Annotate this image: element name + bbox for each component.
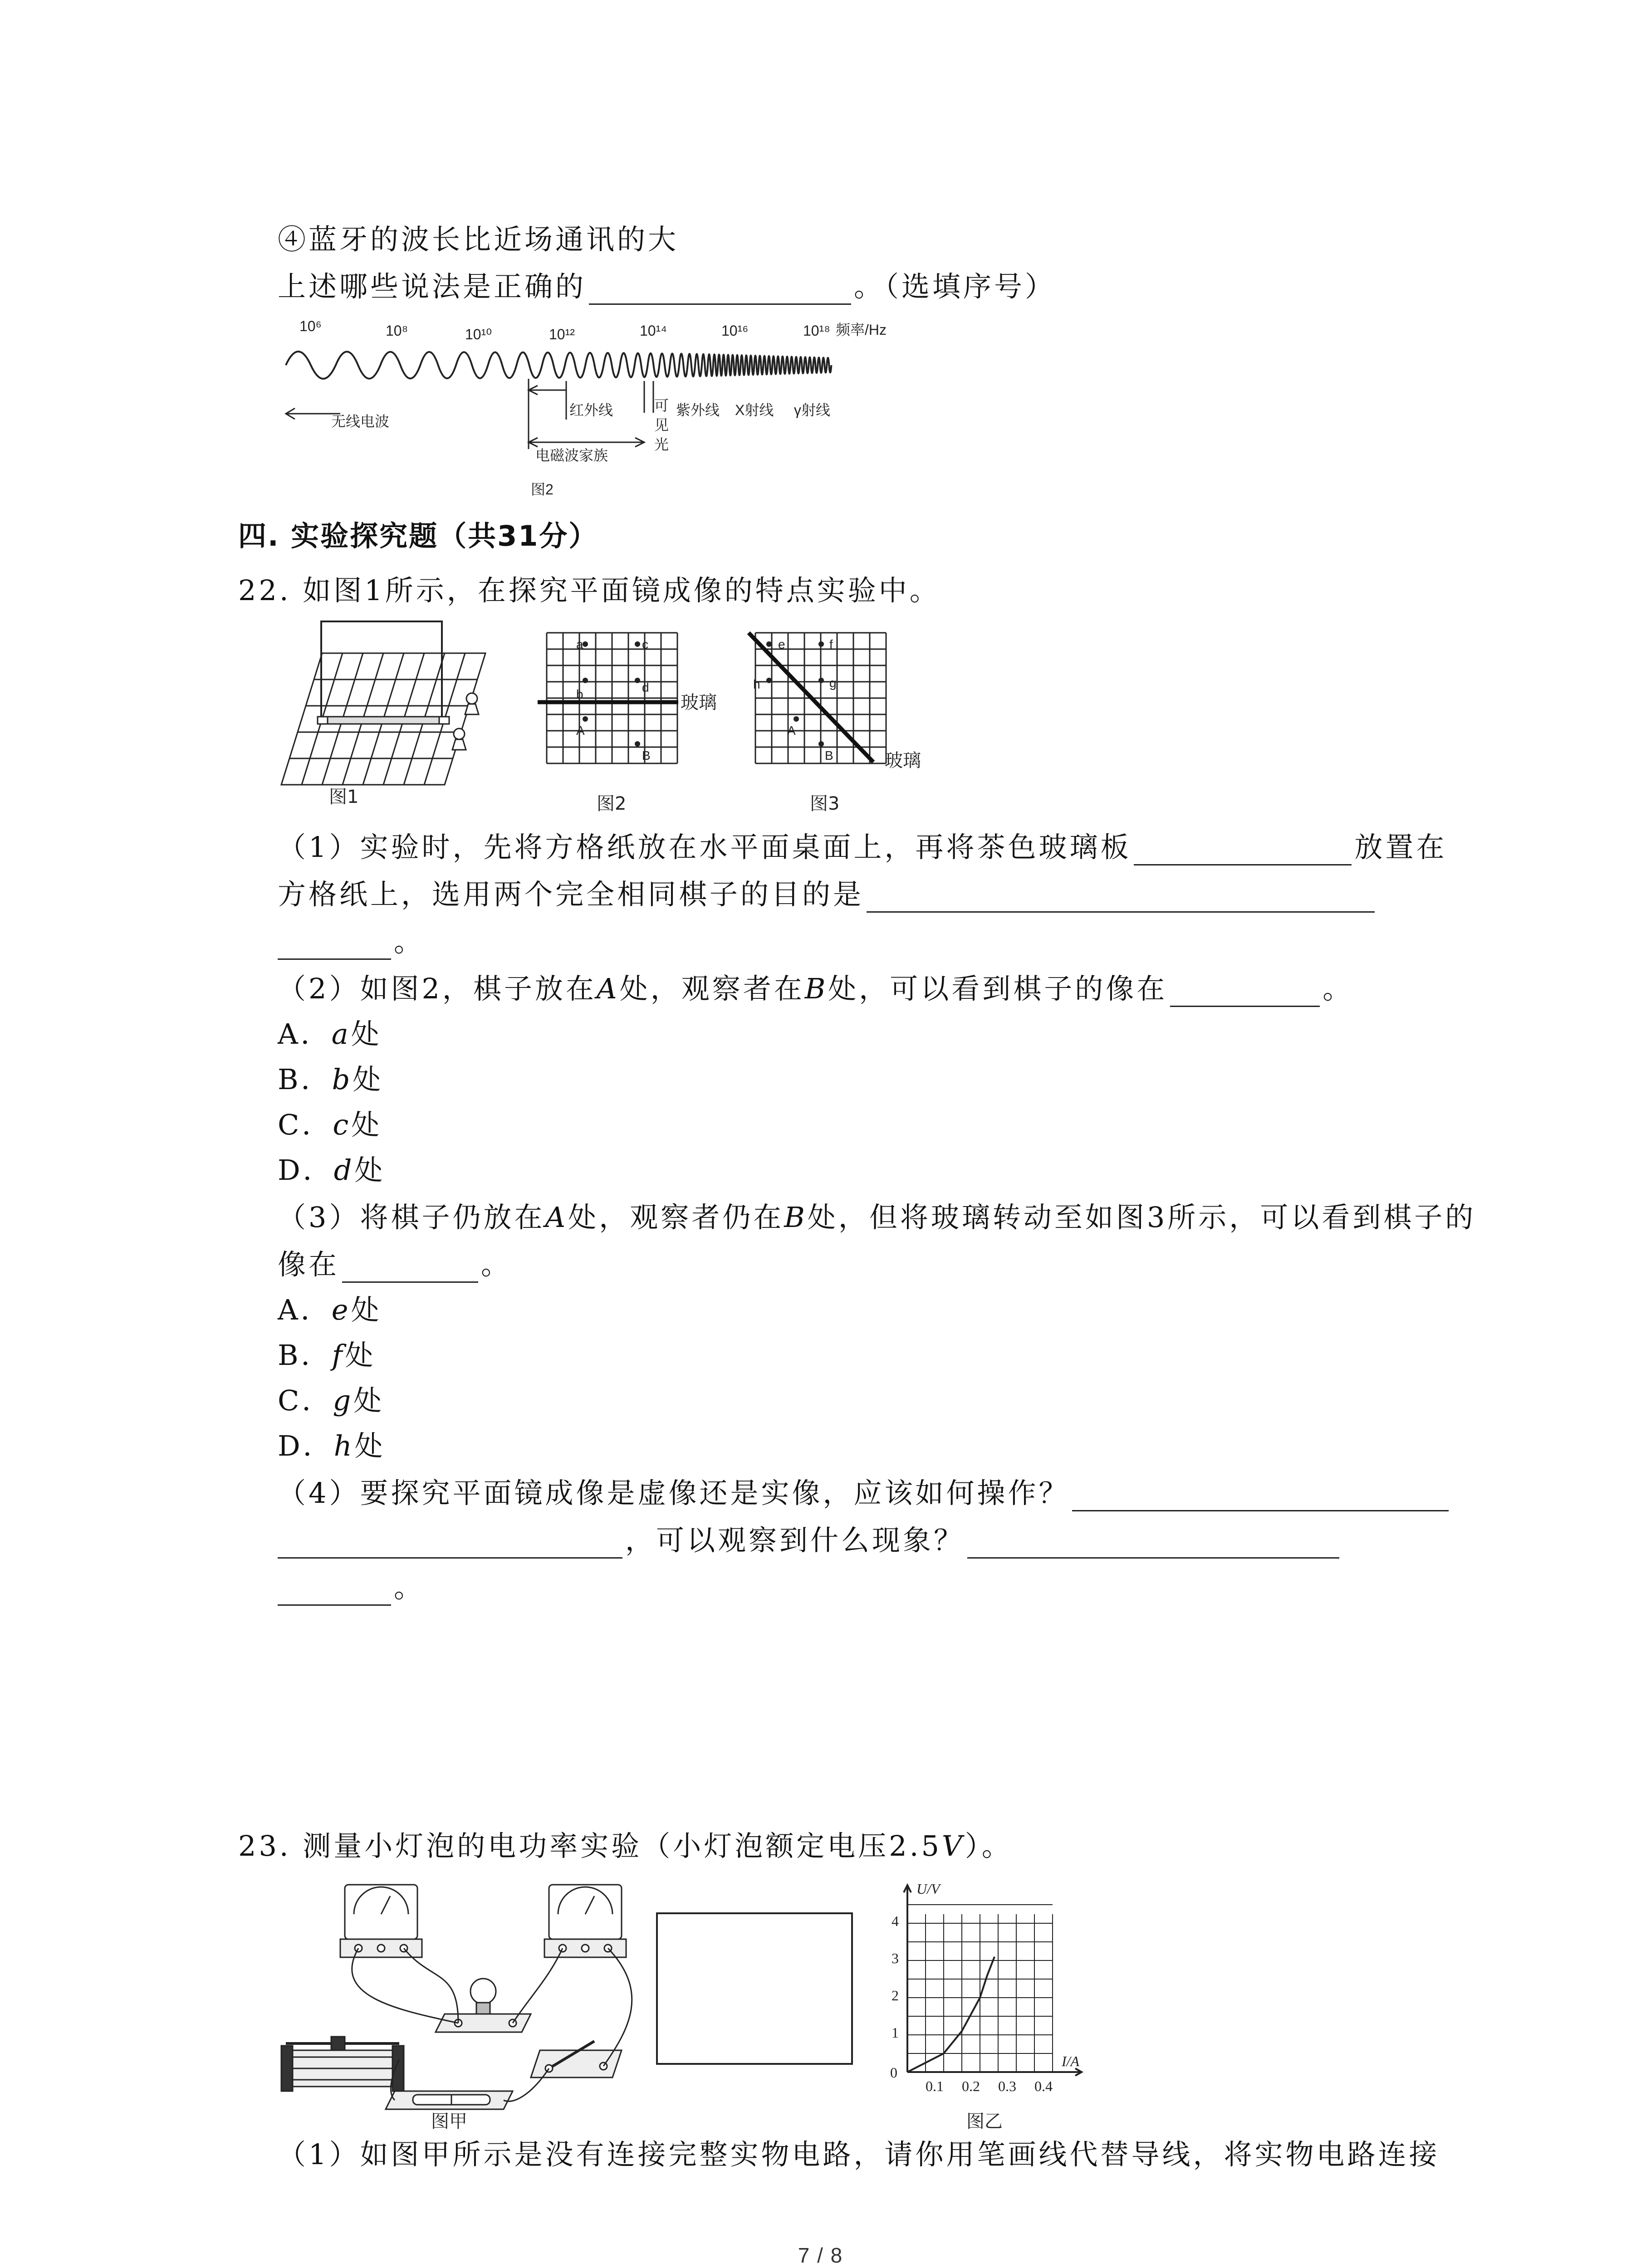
x-tick-2: 0.2 bbox=[962, 2078, 980, 2094]
q22-p1-line2: 方格纸上，选用两个完全相同棋子的目的是 bbox=[278, 876, 1377, 913]
freq-label-3: 10¹⁰ bbox=[465, 326, 492, 342]
section-title: 四. 实验探究题（共31分） bbox=[238, 519, 598, 552]
q22-p4-line3: 。 bbox=[278, 1569, 425, 1606]
chess-piece-icon bbox=[452, 693, 479, 750]
band-visible-3: 光 bbox=[654, 436, 669, 453]
q22-p2-option-a[interactable]: A．a处 bbox=[278, 1017, 382, 1051]
answer-blank[interactable] bbox=[278, 932, 391, 960]
label-h: h bbox=[753, 677, 760, 691]
q22-p3-option-a[interactable]: A．e处 bbox=[278, 1293, 382, 1326]
freq-label-2: 10⁸ bbox=[386, 323, 408, 339]
label-c: c bbox=[642, 637, 648, 651]
freq-label-4: 10¹² bbox=[549, 326, 575, 342]
x-tick-1: 0.1 bbox=[926, 2078, 944, 2094]
band-visible-2: 见 bbox=[654, 417, 669, 433]
label-e: e bbox=[778, 637, 785, 651]
answer-blank[interactable] bbox=[589, 277, 851, 305]
em-spectrum-figure bbox=[277, 313, 921, 508]
page-number: 7 / 8 bbox=[798, 2244, 843, 2267]
freq-label-1: 10⁶ bbox=[299, 318, 322, 334]
glass-label-3: 玻璃 bbox=[885, 750, 921, 771]
answer-blank[interactable] bbox=[278, 1578, 391, 1606]
freq-label-5: 10¹⁴ bbox=[640, 323, 667, 339]
label-a: a bbox=[576, 637, 583, 651]
q22-p1-line3: 。 bbox=[278, 924, 425, 960]
answer-blank[interactable] bbox=[1170, 979, 1320, 1007]
q22-p3-line2: 像在 。 bbox=[278, 1246, 512, 1283]
band-xray: X射线 bbox=[735, 402, 774, 418]
q22-p3-option-c[interactable]: C．g处 bbox=[278, 1384, 385, 1417]
figure-1-mirror-setup bbox=[272, 617, 526, 807]
y-tick-1: 1 bbox=[892, 2024, 899, 2041]
label-g: g bbox=[829, 676, 837, 690]
freq-unit: 频率/Hz bbox=[836, 322, 887, 338]
q22-p2: （2）如图2，棋子放在A处，观察者在B处，可以看到棋子的像在 。 bbox=[278, 971, 1353, 1007]
answer-blank[interactable] bbox=[1072, 1484, 1449, 1511]
band-radio: 无线电波 bbox=[331, 413, 390, 430]
em-wave-curve bbox=[286, 352, 831, 379]
answer-blank[interactable] bbox=[1134, 838, 1352, 865]
label-d: d bbox=[642, 680, 649, 694]
glass-label: 玻璃 bbox=[681, 692, 717, 713]
answer-blank[interactable] bbox=[867, 885, 1375, 913]
answer-blank[interactable] bbox=[342, 1255, 478, 1283]
fig3-caption: 图3 bbox=[810, 793, 840, 812]
q22-stem: 22. 如图1所示，在探究平面镜成像的特点实验中。 bbox=[238, 574, 941, 607]
answer-blank[interactable] bbox=[278, 1531, 622, 1559]
q22-p3-option-d[interactable]: D．h处 bbox=[278, 1429, 386, 1462]
fig-jia-caption: 图甲 bbox=[431, 2111, 467, 2132]
label-A3: A bbox=[787, 723, 796, 738]
q23-stem: 23. 测量小灯泡的电功率实验（小灯泡额定电压2.5V）。 bbox=[238, 1829, 1013, 1862]
answer-blank[interactable] bbox=[967, 1531, 1339, 1559]
x-tick-4: 0.4 bbox=[1034, 2078, 1053, 2094]
label-b: b bbox=[576, 687, 583, 701]
y-tick-4: 4 bbox=[892, 1913, 899, 1929]
freq-label-7: 10¹⁸ bbox=[803, 323, 830, 339]
figure-yi-uv-graph bbox=[871, 1878, 1107, 2132]
fig2-caption: 图2 bbox=[597, 793, 627, 812]
y-tick-2: 2 bbox=[892, 1987, 899, 2004]
q22-p3-option-b[interactable]: B．f处 bbox=[278, 1339, 376, 1372]
origin-label: 0 bbox=[890, 2064, 897, 2081]
fig1-caption: 图1 bbox=[329, 787, 359, 807]
voltmeter-icon bbox=[340, 1885, 422, 1957]
q22-p1-line1: （1）实验时，先将方格纸放在水平面桌面上，再将茶色玻璃板 放置在 bbox=[278, 829, 1447, 865]
q22-p2-option-c[interactable]: C．c处 bbox=[278, 1108, 382, 1141]
band-visible-1: 可 bbox=[654, 397, 669, 414]
figure-2-grid bbox=[533, 631, 746, 812]
uv-curve bbox=[907, 1957, 994, 2072]
label-A: A bbox=[576, 723, 585, 738]
battery-icon bbox=[386, 2091, 513, 2109]
figure-jia-circuit bbox=[277, 1878, 649, 2132]
q22-p2-option-b[interactable]: B．b处 bbox=[278, 1063, 384, 1096]
q23-p1: （1）如图甲所示是没有连接完整实物电路，请你用笔画线代替导线，将实物电路连接 bbox=[278, 2138, 1440, 2171]
freq-label-6: 10¹⁶ bbox=[721, 323, 749, 339]
figure-3-grid bbox=[744, 631, 944, 812]
band-gamma: γ射线 bbox=[794, 402, 831, 418]
y-axis-label: U/V bbox=[916, 1881, 940, 1897]
rheostat-icon bbox=[281, 2037, 404, 2091]
band-uv: 紫外线 bbox=[676, 402, 720, 418]
band-infrared: 红外线 bbox=[569, 402, 613, 418]
q22-p2-option-d[interactable]: D．d处 bbox=[278, 1154, 386, 1187]
ammeter-icon bbox=[544, 1885, 626, 1957]
spectrum-caption: 图2 bbox=[531, 481, 554, 498]
label-B3: B bbox=[825, 748, 833, 763]
q21-prompt: 上述哪些说法是正确的 。（选填序号） bbox=[278, 269, 1056, 305]
y-tick-3: 3 bbox=[892, 1950, 899, 1966]
circuit-diagram-box bbox=[656, 1912, 853, 2065]
band-family: 电磁波家族 bbox=[535, 447, 608, 464]
label-B: B bbox=[642, 748, 651, 763]
x-tick-3: 0.3 bbox=[998, 2078, 1016, 2094]
q22-p4-line2: ，可以观察到什么现象？ bbox=[278, 1522, 1342, 1559]
q22-p4-line1: （4）要探究平面镜成像是虚像还是实像，应该如何操作？ bbox=[278, 1475, 1451, 1511]
x-axis-label: I/A bbox=[1062, 2053, 1080, 2069]
q22-p3-line1: （3）将棋子仍放在A处，观察者仍在B处，但将玻璃转动至如图3所示，可以看到棋子的 bbox=[278, 1201, 1476, 1234]
fig-yi-caption: 图乙 bbox=[966, 2111, 1003, 2132]
q21-item4: ④蓝牙的波长比近场通讯的大 bbox=[278, 223, 679, 256]
label-f: f bbox=[829, 637, 833, 651]
